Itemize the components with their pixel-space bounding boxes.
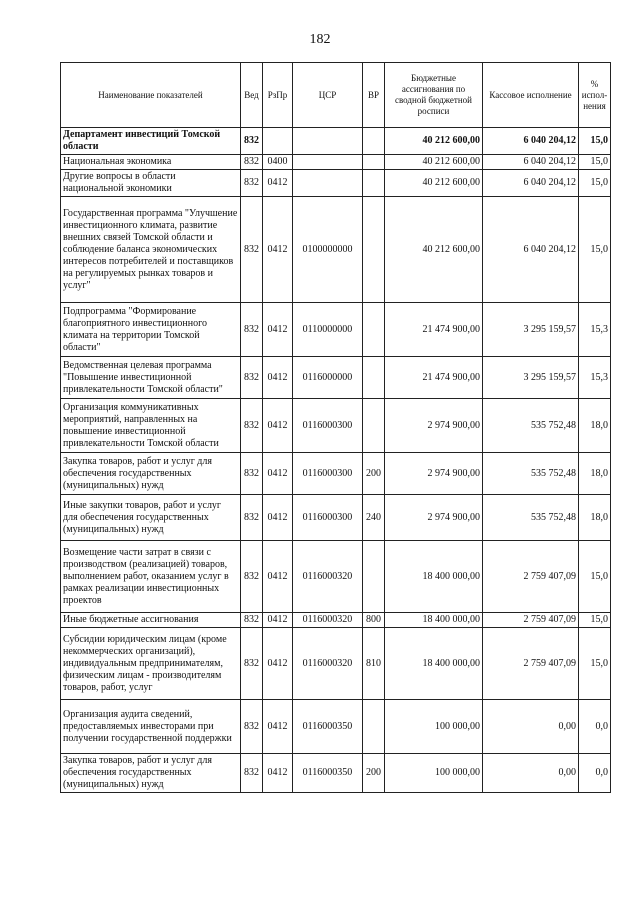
cell-vr: 200 <box>363 453 385 495</box>
cell-cash: 535 752,48 <box>483 399 579 453</box>
cell-vr <box>363 197 385 303</box>
cell-vr <box>363 399 385 453</box>
header-pct: % испол-нения <box>579 63 611 128</box>
cell-rzpr <box>263 128 293 155</box>
table-row <box>61 628 611 700</box>
cell-csr <box>293 155 363 170</box>
cell-name: Национальная экономика <box>61 155 241 170</box>
table-row <box>61 754 611 793</box>
header-ved: Вед <box>241 63 263 128</box>
cell-pct: 15,3 <box>579 357 611 399</box>
cell-cash: 535 752,48 <box>483 495 579 541</box>
cell-rzpr: 0400 <box>263 155 293 170</box>
cell-vr <box>363 700 385 754</box>
header-csr: ЦСР <box>293 63 363 128</box>
cell-vr <box>363 357 385 399</box>
cell-csr <box>293 128 363 155</box>
cell-pct: 0,0 <box>579 700 611 754</box>
table-row <box>61 357 611 399</box>
cell-pct: 15,0 <box>579 613 611 628</box>
cell-budget: 40 212 600,00 <box>385 155 483 170</box>
cell-rzpr: 0412 <box>263 495 293 541</box>
cell-cash: 3 295 159,57 <box>483 357 579 399</box>
cell-cash: 6 040 204,12 <box>483 128 579 155</box>
cell-pct: 15,0 <box>579 628 611 700</box>
cell-name: Закупка товаров, работ и услуг для обеспечения государственных (муниципальных) нужд <box>61 754 241 793</box>
cell-budget: 100 000,00 <box>385 700 483 754</box>
cell-pct: 15,3 <box>579 303 611 357</box>
cell-name: Субсидии юридическим лицам (кроме некоммерческих организаций), индивидуальным предпринимателям, физическим лицам - производителям товаров, работ, услуг <box>61 628 241 700</box>
cell-csr: 0116000000 <box>293 357 363 399</box>
cell-vr <box>363 170 385 197</box>
cell-cash: 6 040 204,12 <box>483 170 579 197</box>
cell-budget: 21 474 900,00 <box>385 303 483 357</box>
cell-budget: 18 400 000,00 <box>385 628 483 700</box>
cell-pct: 18,0 <box>579 453 611 495</box>
cell-rzpr: 0412 <box>263 170 293 197</box>
cell-csr: 0116000320 <box>293 541 363 613</box>
table-row <box>61 613 611 628</box>
cell-rzpr: 0412 <box>263 541 293 613</box>
cell-name: Другие вопросы в области национальной экономики <box>61 170 241 197</box>
header-vr: ВР <box>363 63 385 128</box>
table-row <box>61 197 611 303</box>
cell-pct: 18,0 <box>579 399 611 453</box>
cell-cash: 0,00 <box>483 754 579 793</box>
cell-vr <box>363 128 385 155</box>
cell-vr: 800 <box>363 613 385 628</box>
cell-pct: 18,0 <box>579 495 611 541</box>
cell-rzpr: 0412 <box>263 357 293 399</box>
cell-budget: 2 974 900,00 <box>385 495 483 541</box>
cell-vr <box>363 303 385 357</box>
cell-ved: 832 <box>241 628 263 700</box>
cell-budget: 21 474 900,00 <box>385 357 483 399</box>
cell-cash: 2 759 407,09 <box>483 613 579 628</box>
cell-cash: 6 040 204,12 <box>483 155 579 170</box>
header-budget: Бюджетные ассигнования по сводной бюджетной росписи <box>385 63 483 128</box>
cell-ved: 832 <box>241 541 263 613</box>
cell-csr: 0116000350 <box>293 754 363 793</box>
cell-name: Возмещение части затрат в связи с производством (реализацией) товаров, выполнением работ, оказанием услуг в рамках реализации инвестиционных проектов <box>61 541 241 613</box>
cell-vr <box>363 541 385 613</box>
cell-csr: 0100000000 <box>293 197 363 303</box>
cell-cash: 0,00 <box>483 700 579 754</box>
cell-budget: 2 974 900,00 <box>385 453 483 495</box>
cell-ved: 832 <box>241 303 263 357</box>
table-row <box>61 495 611 541</box>
cell-rzpr: 0412 <box>263 399 293 453</box>
table-header-row <box>61 63 611 128</box>
cell-ved: 832 <box>241 754 263 793</box>
cell-ved: 832 <box>241 357 263 399</box>
table-row <box>61 303 611 357</box>
cell-ved: 832 <box>241 495 263 541</box>
cell-pct: 15,0 <box>579 197 611 303</box>
table-row <box>61 128 611 155</box>
table-row <box>61 700 611 754</box>
cell-rzpr: 0412 <box>263 628 293 700</box>
cell-name: Ведомственная целевая программа "Повышение инвестиционной привлекательности Томской области" <box>61 357 241 399</box>
cell-csr: 0116000300 <box>293 453 363 495</box>
header-cash: Кассовое исполнение <box>483 63 579 128</box>
cell-budget: 18 400 000,00 <box>385 613 483 628</box>
cell-name: Иные закупки товаров, работ и услуг для обеспечения государственных (муниципальных) нужд <box>61 495 241 541</box>
cell-pct: 0,0 <box>579 754 611 793</box>
cell-budget: 18 400 000,00 <box>385 541 483 613</box>
cell-ved: 832 <box>241 399 263 453</box>
cell-budget: 40 212 600,00 <box>385 128 483 155</box>
table-row <box>61 155 611 170</box>
cell-name: Организация аудита сведений, предоставляемых инвесторами при получении государственной поддержки <box>61 700 241 754</box>
cell-pct: 15,0 <box>579 541 611 613</box>
cell-ved: 832 <box>241 170 263 197</box>
cell-csr: 0116000320 <box>293 613 363 628</box>
cell-rzpr: 0412 <box>263 303 293 357</box>
cell-csr: 0116000350 <box>293 700 363 754</box>
cell-csr <box>293 170 363 197</box>
cell-csr: 0116000300 <box>293 399 363 453</box>
cell-ved: 832 <box>241 155 263 170</box>
cell-cash: 535 752,48 <box>483 453 579 495</box>
cell-cash: 2 759 407,09 <box>483 628 579 700</box>
cell-name: Департамент инвестиций Томской области <box>61 128 241 155</box>
table-row <box>61 170 611 197</box>
cell-vr <box>363 155 385 170</box>
cell-vr: 810 <box>363 628 385 700</box>
cell-budget: 40 212 600,00 <box>385 170 483 197</box>
cell-rzpr: 0412 <box>263 754 293 793</box>
header-rzpr: РзПр <box>263 63 293 128</box>
cell-rzpr: 0412 <box>263 453 293 495</box>
cell-name: Подпрограмма "Формирование благоприятного инвестиционного климата на территории Томской области" <box>61 303 241 357</box>
table-body <box>61 128 611 793</box>
cell-cash: 2 759 407,09 <box>483 541 579 613</box>
table-row <box>61 399 611 453</box>
cell-name: Государственная программа "Улучшение инвестиционного климата, развитие внешних связей Томской области и соблюдение баланса экономических интересов потребителей и поставщиков на регулируемых рынках товаров и услуг" <box>61 197 241 303</box>
cell-pct: 15,0 <box>579 128 611 155</box>
cell-ved: 832 <box>241 613 263 628</box>
cell-csr: 0110000000 <box>293 303 363 357</box>
page-number: 182 <box>309 32 331 47</box>
cell-ved: 832 <box>241 128 263 155</box>
cell-vr: 240 <box>363 495 385 541</box>
cell-ved: 832 <box>241 453 263 495</box>
cell-name: Закупка товаров, работ и услуг для обеспечения государственных (муниципальных) нужд <box>61 453 241 495</box>
cell-budget: 2 974 900,00 <box>385 399 483 453</box>
cell-cash: 3 295 159,57 <box>483 303 579 357</box>
cell-vr: 200 <box>363 754 385 793</box>
cell-budget: 40 212 600,00 <box>385 197 483 303</box>
budget-table <box>60 62 611 793</box>
table-row <box>61 541 611 613</box>
cell-csr: 0116000300 <box>293 495 363 541</box>
header-name: Наименование показателей <box>61 63 241 128</box>
cell-name: Иные бюджетные ассигнования <box>61 613 241 628</box>
cell-pct: 15,0 <box>579 170 611 197</box>
cell-cash: 6 040 204,12 <box>483 197 579 303</box>
cell-csr: 0116000320 <box>293 628 363 700</box>
cell-budget: 100 000,00 <box>385 754 483 793</box>
cell-pct: 15,0 <box>579 155 611 170</box>
cell-rzpr: 0412 <box>263 197 293 303</box>
cell-rzpr: 0412 <box>263 700 293 754</box>
table-row <box>61 453 611 495</box>
cell-ved: 832 <box>241 197 263 303</box>
cell-rzpr: 0412 <box>263 613 293 628</box>
cell-name: Организация коммуникативных мероприятий, направленных на повышение инвестиционной привлекательности Томской области <box>61 399 241 453</box>
cell-ved: 832 <box>241 700 263 754</box>
